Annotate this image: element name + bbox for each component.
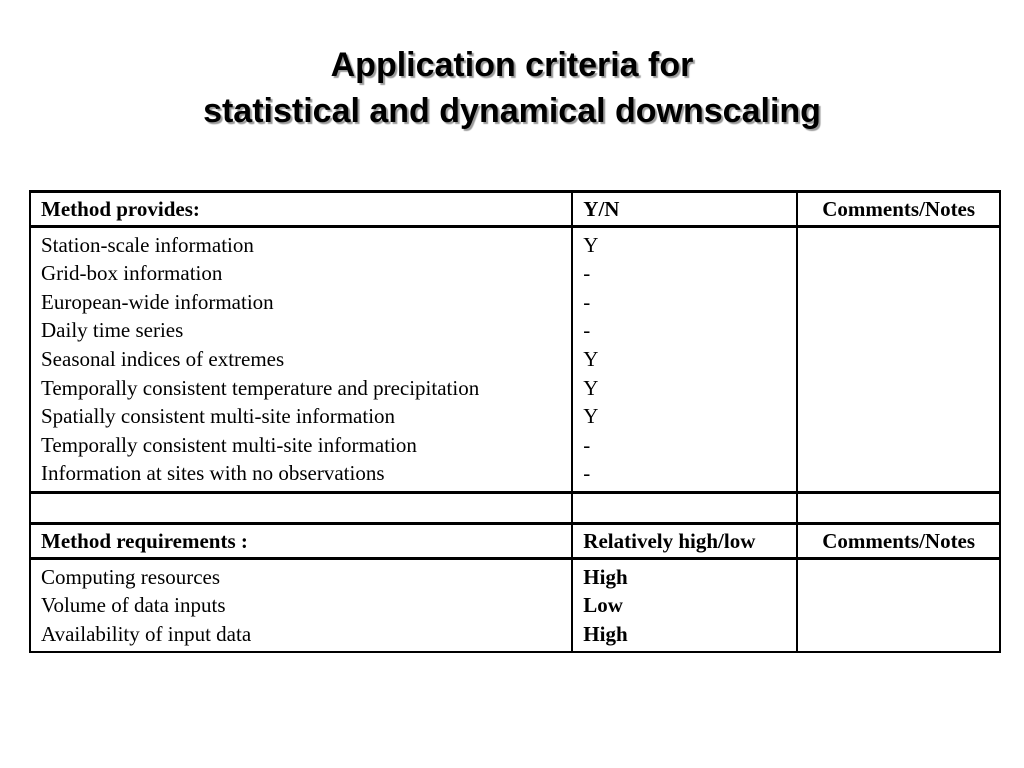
provides-value: - (583, 289, 591, 314)
provides-item: Temporally consistent multi-site information (41, 432, 417, 457)
provides-header-row (30, 192, 1000, 227)
title-line-1: Application criteria for (330, 46, 694, 84)
provides-value: - (583, 261, 591, 286)
provides-header-yn: Y/N (572, 192, 797, 227)
spacer-cell (572, 492, 797, 523)
provides-item: Daily time series (41, 318, 184, 343)
requirements-header-level: Relatively high/low (572, 523, 797, 558)
requirements-value: High (583, 621, 628, 646)
requirements-value: Low (583, 593, 623, 618)
provides-item: Station-scale information (41, 232, 254, 257)
spacer-cell (797, 492, 1000, 523)
requirements-values-cell (572, 558, 797, 652)
provides-values-cell (572, 226, 797, 492)
provides-items-cell (30, 226, 572, 492)
requirements-header-method: Method requirements : (30, 523, 572, 558)
provides-value: - (583, 318, 591, 343)
requirements-header-row (30, 523, 1000, 558)
provides-value: Y (583, 346, 599, 371)
provides-item: Temporally consistent temperature and precipitation (41, 375, 480, 400)
requirements-item: Computing resources (41, 564, 221, 589)
provides-item: Spatially consistent multi-site information (41, 404, 396, 429)
requirements-value: High (583, 564, 628, 589)
provides-value: Y (583, 232, 599, 257)
provides-item: Grid-box information (41, 261, 223, 286)
spacer-row (30, 492, 1000, 523)
provides-comments-cell (797, 226, 1000, 492)
requirements-item: Volume of data inputs (41, 593, 226, 618)
provides-item: European-wide information (41, 289, 274, 314)
provides-value: - (583, 432, 591, 457)
requirements-comments-cell (797, 558, 1000, 652)
provides-header-method: Method provides: (30, 192, 572, 227)
spacer-cell (30, 492, 572, 523)
slide-title (0, 42, 1024, 134)
provides-value: Y (583, 404, 599, 429)
requirements-body-row (30, 558, 1000, 652)
requirements-header-comments: Comments/Notes (797, 523, 1000, 558)
provides-header-comments: Comments/Notes (797, 192, 1000, 227)
provides-value: Y (583, 375, 599, 400)
provides-body-row (30, 226, 1000, 492)
provides-item: Seasonal indices of extremes (41, 346, 285, 371)
criteria-table (29, 190, 1001, 653)
provides-item: Information at sites with no observations (41, 461, 385, 486)
provides-value: - (583, 461, 591, 486)
title-line-2: statistical and dynamical downscaling (203, 92, 821, 130)
requirements-items-cell (30, 558, 572, 652)
requirements-item: Availability of input data (41, 621, 252, 646)
